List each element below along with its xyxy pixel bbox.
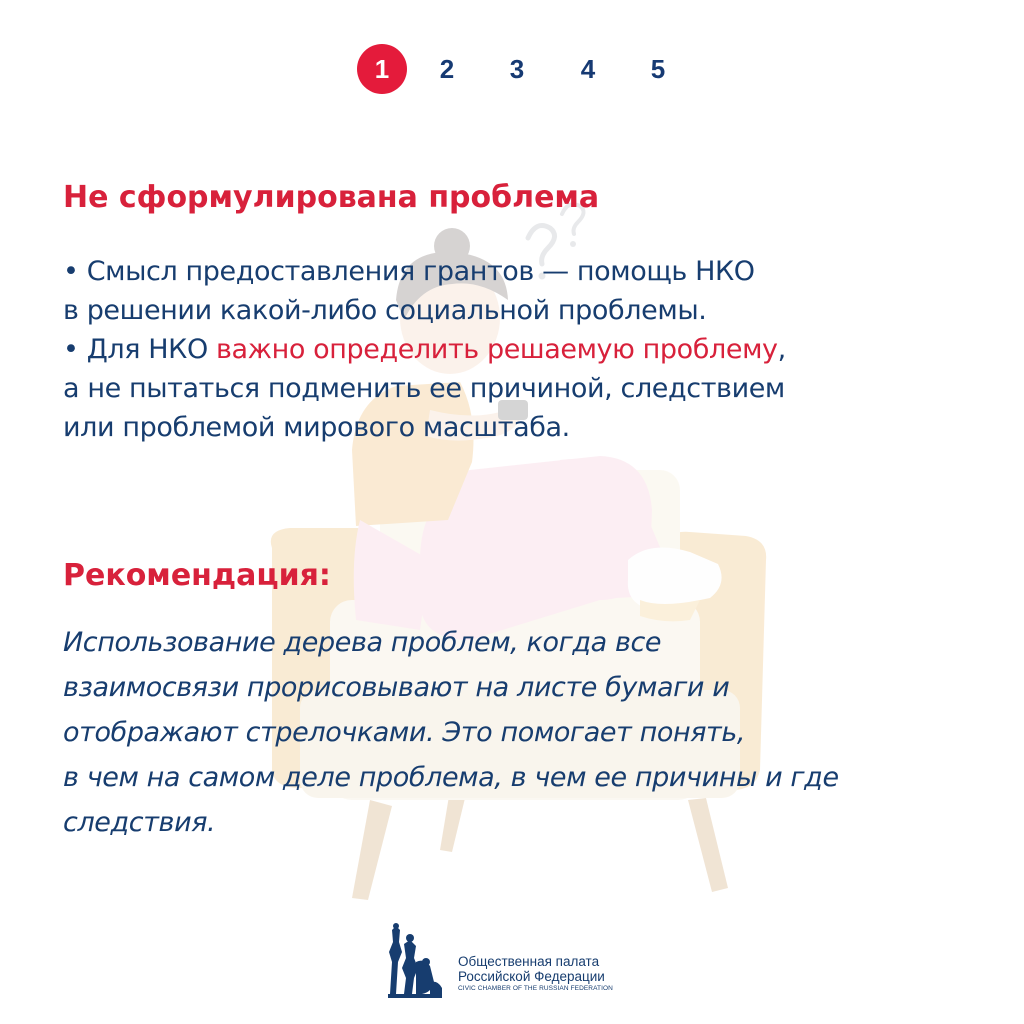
bullet-2-highlight: важно определить решаемую проблему [216,334,778,365]
bullet-2-suffix: , [777,334,786,365]
logo-name-english: CIVIC CHAMBER OF THE RUSSIAN FEDERATION [458,985,613,992]
recommendation-line-2: взаимосвязи прорисовывают на листе бумаги и [63,672,730,703]
problem-description [63,252,993,447]
recommendation-text [63,620,1008,845]
page-indicator-4[interactable]: 4 [580,54,596,84]
monument-emblem-icon [386,922,452,1000]
slide-pagination [0,44,1024,100]
recommendation-line-4: в чем на самом деле проблема, в чем ее причины и где [63,762,839,793]
page-indicator-2[interactable]: 2 [439,54,455,84]
bullet-2-line-2: а не пытаться подменить ее причиной, следствием [63,373,785,404]
page-indicator-5[interactable]: 5 [650,54,666,84]
bullet-1-line-2: в решении какой-либо социальной проблемы. [63,295,707,326]
page-indicator-3[interactable]: 3 [509,54,525,84]
recommendation-line-3: отображают стрелочками. Это помогает понять, [63,717,746,748]
recommendation-line-5: следствия. [63,807,216,838]
logo-caption [458,954,613,993]
bullet-2-line-3: или проблемой мирового масштаба. [63,412,570,443]
civic-chamber-logo [386,922,646,1000]
recommendation-heading: Рекомендация: [63,558,331,593]
bullet-1-line-1: • Смысл предоставления грантов — помощь НКО [63,256,755,287]
bullet-2-line-1 [63,330,993,369]
logo-name-line-1: Общественная палата [458,954,600,969]
problem-heading: Не сформулирована проблема [63,180,600,215]
bullet-2-prefix: • Для НКО [63,334,216,365]
recommendation-line-1: Использование дерева проблем, когда все [63,627,662,658]
logo-name-line-2: Российской Федерации [458,969,605,984]
page-indicator-1-current[interactable]: 1 [357,44,407,94]
